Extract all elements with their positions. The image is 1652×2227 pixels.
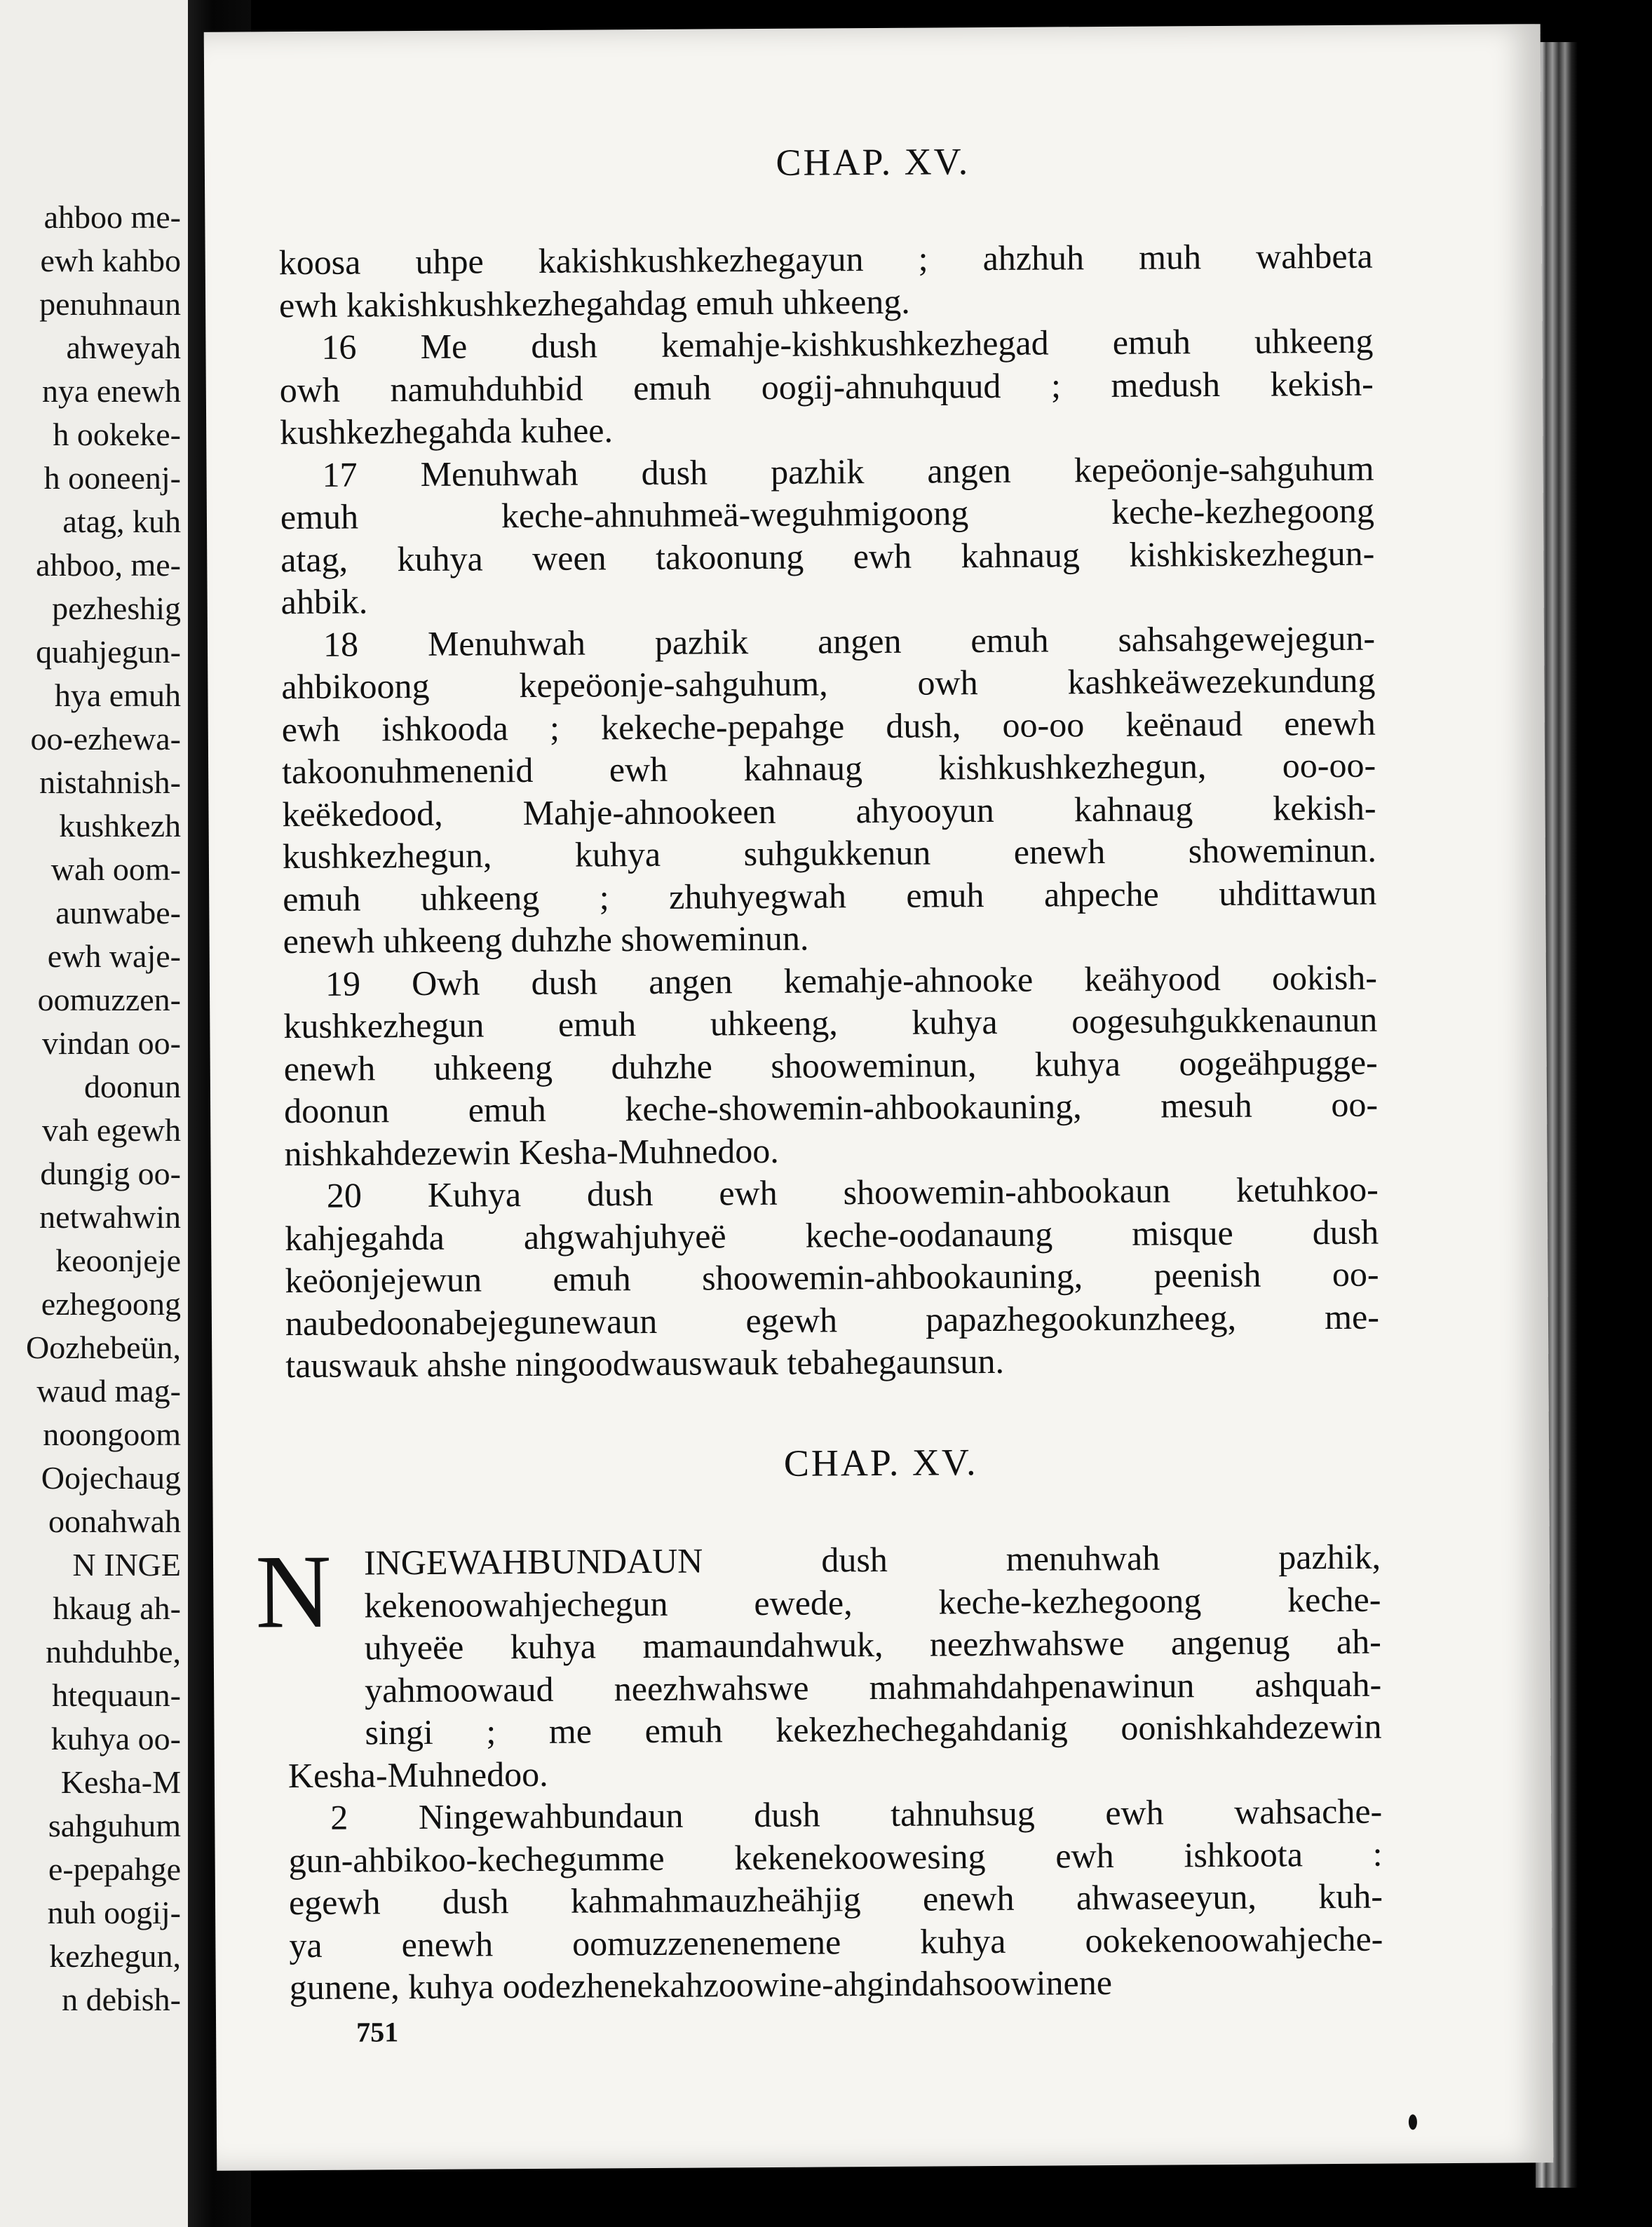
facing-page-line: ewh waje- (47, 938, 181, 974)
text-line: 17 Menuhwah dush pazhik angen kepeöonje-sahguhum (322, 448, 1374, 494)
text-line: takoonuhmenenid ewh kahnaug kishkushkezhegun, oo-oo- (281, 745, 1376, 792)
facing-page-line: nuh oogij- (47, 1895, 181, 1930)
facing-page-line: hkaug ah- (53, 1590, 181, 1626)
facing-page-line: penuhnaun (39, 286, 181, 322)
text-line: emuh keche-ahnuhmeä-weguhmigoong keche-kezhegoong (280, 490, 1375, 537)
facing-page-line: nya enewh (42, 373, 181, 409)
drop-cap: N (255, 1533, 332, 1651)
text-line: enewh uhkeeng duhzhe showeminun. (283, 918, 809, 961)
text-line: kekenoowahjechegun ewede, keche-kezhegoong keche- (364, 1579, 1381, 1625)
facing-page-line: keoonjeje (55, 1243, 181, 1278)
facing-page-line: wah oom- (50, 851, 181, 887)
text-line: naubedoonabejegunewaun egewh papazhegookunzheeg, me- (285, 1297, 1380, 1343)
text-line: 19 Owh dush angen kemahje-ahnooke keähyood ookish- (325, 957, 1378, 1003)
text-line: nishkahdezewin Kesha-Muhnedoo. (284, 1130, 780, 1173)
facing-page-line: nuhduhbe, (46, 1634, 181, 1670)
facing-page-line: oomuzzen- (37, 982, 181, 1017)
text-line: 16 Me dush kemahje-kishkushkezhegad emuh uhkeeng (321, 320, 1374, 367)
text-line: atag, kuhya ween takoonung ewh kahnaug kishkiskezhegun- (280, 533, 1375, 579)
facing-page-line: dungig oo- (40, 1156, 181, 1191)
text-line: kushkezhegahda kuhee. (280, 410, 614, 452)
facing-page-line: sahguhum (48, 1808, 181, 1843)
facing-page-line: oonahwah (48, 1503, 181, 1539)
facing-page-line: ahweyah (66, 330, 181, 365)
facing-page-line: kuhya oo- (50, 1721, 181, 1756)
facing-page-line: pezheshig (52, 590, 181, 626)
facing-page-line: Oozhebeün, (26, 1329, 181, 1365)
text-line: yahmoowaud neezhwahswe mahmahdahpenawinun ashquah- (364, 1664, 1382, 1710)
facing-page-line: kezhegun, (49, 1938, 181, 1974)
text-line: singi ; me emuh kekezhechegahdanig oonishkahdezewin (365, 1706, 1382, 1752)
facing-page-line: hya emuh (54, 677, 181, 713)
facing-page-line: h ooneenj- (43, 460, 181, 496)
facing-page-line: ewh kahbo (40, 243, 181, 278)
ink-speck (1409, 2114, 1417, 2130)
text-line: tauswauk ahshe ningoodwauswauk tebahegaunsun. (285, 1341, 1005, 1386)
text-line: 18 Menuhwah pazhik angen emuh sahsahgewejegun- (323, 618, 1376, 664)
text-line: ewh ishkooda ; kekeche-pepahge dush, oo-oo keënaud enewh (281, 703, 1376, 749)
facing-page-line: aunwabe- (55, 895, 181, 930)
text-line: 2 Ningewahbundaun dush tahnuhsug ewh wahsache- (330, 1791, 1383, 1837)
text-line: doonun emuh keche-showemin-ahbookauning, mesuh oo- (283, 1084, 1379, 1131)
text-line: 20 Kuhya dush ewh shoowemin-ahbookaun ketuhkoo- (326, 1169, 1379, 1215)
facing-page-line: e-pepahge (48, 1851, 181, 1887)
book-page (204, 24, 1554, 2171)
text-line: uhyeëe kuhya mamaundahwuk, neezhwahswe angenug ah- (364, 1621, 1381, 1667)
text-line: ewh kakishkushkezhegahdag emuh uhkeeng. (278, 281, 910, 325)
facing-page-line: quahjegun- (36, 634, 181, 670)
facing-page-line: nistahnish- (39, 764, 181, 800)
text-line: gunene, kuhya oodezhenekahzoowine-ahgindahsoowinene (289, 1962, 1113, 2008)
facing-page-line: kushkezh (59, 808, 181, 844)
facing-page-line: htequaun- (52, 1677, 181, 1713)
text-line: enewh uhkeeng duhzhe shooweminun, kuhya oogeähpugge- (283, 1042, 1378, 1088)
text-line: Kesha-Muhnedoo. (287, 1754, 548, 1795)
text-line: ya enewh oomuzzenenemene kuhya ookekenoowahjeche- (289, 1918, 1383, 1965)
facing-page-line: oo-ezhewa- (30, 721, 181, 757)
facing-page-line: Oojechaug (41, 1460, 181, 1496)
facing-page-line: N INGE (72, 1547, 181, 1583)
facing-page-line: netwahwin (39, 1199, 181, 1235)
facing-page (0, 0, 189, 2227)
facing-page-line: h ookeke- (53, 417, 181, 452)
text-line: keëkedood, Mahje-ahnookeen ahyooyun kahnaug kekish- (282, 787, 1376, 834)
text-line: INGEWAHBUNDAUN dush menuhwah pazhik, (363, 1536, 1381, 1583)
page-number: 751 (356, 2016, 399, 2048)
facing-page-line: n debish- (62, 1982, 181, 2017)
facing-page-line: atag, kuh (62, 503, 181, 539)
facing-page-line: doonun (84, 1069, 181, 1104)
text-line: ahbikoong kepeöonje-sahguhum, owh kashkeäwezekundung (281, 660, 1376, 707)
text-line: kushkezhegun emuh uhkeeng, kuhya oogesuhgukkenaunun (283, 999, 1378, 1046)
chapter-heading: CHAP. XV. (783, 1441, 978, 1484)
text-line: kushkezhegun, kuhya suhgukkenun enewh showeminun. (282, 830, 1377, 876)
facing-page-line: ahboo me- (43, 199, 181, 235)
text-line: gun-ahbikoo-kechegumme kekenekoowesing ewh ishkoota : (288, 1834, 1383, 1880)
facing-page-line: waud mag- (36, 1373, 181, 1409)
facing-page-line: Kesha-M (60, 1764, 181, 1800)
facing-page-line: vindan oo- (41, 1025, 181, 1061)
running-head: CHAP. XV. (776, 140, 970, 184)
facing-page-line: noongoom (43, 1416, 181, 1452)
text-line: keöonjejewun emuh shoowemin-ahbookauning, peenish oo- (285, 1254, 1379, 1301)
facing-page-line: ahboo, me- (36, 547, 181, 583)
text-line: kahjegahda ahgwahjuhyeë keche-oodanaung misque dush (285, 1212, 1379, 1258)
facing-page-line: ezhegoong (41, 1286, 181, 1322)
text-line: koosa uhpe kakishkushkezhegayun ; ahzhuh muh wahbeta (278, 236, 1373, 283)
text-line: ahbik. (280, 581, 368, 622)
facing-page-line: vah egewh (42, 1112, 181, 1148)
text-line: egewh dush kahmahmauzheähjig enewh ahwaseeyun, kuh- (288, 1876, 1383, 1923)
text-line: owh namuhduhbid emuh oogij-ahnuhquud ; medush kekish- (279, 363, 1374, 409)
text-line: emuh uhkeeng ; zhuhyegwah emuh ahpeche uhdittawun (283, 872, 1377, 919)
